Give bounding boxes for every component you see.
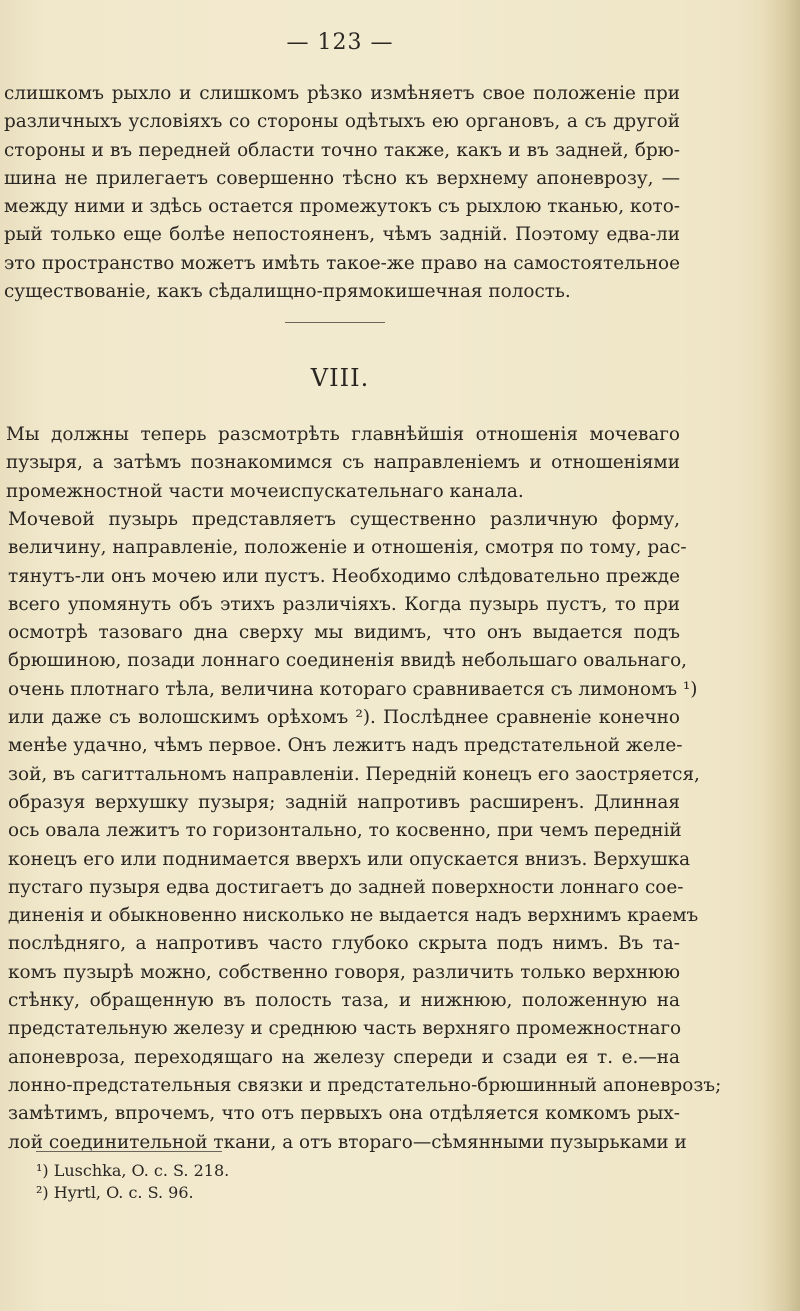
text-line: промежностной части мочеиспускательнаго канала. xyxy=(6,480,524,502)
text-line: зой, въ сагиттальномъ направленіи. Передній конецъ его заостряется, xyxy=(8,763,700,785)
text-line: различныхъ условіяхъ со стороны одѣтыхъ ею органовъ, а съ другой xyxy=(4,111,680,133)
text-line: Мочевой пузырь представляетъ существенно различную форму, xyxy=(8,509,680,530)
text-line: существованіе, какъ сѣдалищно-прямокишечная полость. xyxy=(4,281,571,303)
text-line: послѣдняго, а напротивъ часто глубоко скрыта подъ нимъ. Въ та- xyxy=(8,933,680,955)
text-line: пустаго пузыря едва достигаетъ до задней поверхности лоннаго сое- xyxy=(8,876,684,898)
text-line: тянутъ-ли онъ мочею или пустъ. Необходимо слѣдовательно прежде xyxy=(8,565,680,587)
text-line: замѣтимъ, впрочемъ, что отъ первыхъ она отдѣляется комкомъ рых- xyxy=(8,1103,680,1125)
text-line: рый только еще болѣе непостояненъ, чѣмъ задній. Поэтому едва-ли xyxy=(4,224,680,246)
text-line: апоневроза, переходящаго на железу спереди и сзади ея т. е.—на xyxy=(8,1046,680,1068)
footnote-divider xyxy=(36,1151,222,1152)
text-line: очень плотнаго тѣла, величина котораго сравнивается съ лимономъ ¹) xyxy=(8,678,698,700)
section-heading: VIII. xyxy=(310,364,370,392)
text-line: конецъ его или поднимается вверхъ или опускается внизъ. Верхушка xyxy=(8,848,691,870)
text-line: комъ пузырѣ можно, собственно говоря, различить только верхнюю xyxy=(8,961,680,983)
text-line: брюшиною, позади лоннаго соединенія ввидѣ небольшаго овальнаго, xyxy=(8,650,688,672)
text-line: стороны и въ передней области точно также, какъ и въ задней, брю- xyxy=(4,139,680,161)
text-line: шина не прилегаетъ совершенно тѣсно къ верхнему апоневрозу, — xyxy=(4,167,680,189)
section-divider xyxy=(285,322,385,323)
text-line: или даже съ волошскимъ орѣхомъ ²). Послѣднее сравненіе конечно xyxy=(8,707,680,729)
text-line: образуя верхушку пузыря; задній напротивъ расширенъ. Длинная xyxy=(8,791,680,813)
text-line: слишкомъ рыхло и слишкомъ рѣзко измѣняетъ свое положеніе при xyxy=(4,83,680,104)
text-line: ось овала лежитъ то горизонтально, то косвенно, при чемъ передній xyxy=(8,820,682,842)
text-line: Мы должны теперь разсмотрѣть главнѣйшія отношенія мочеваго xyxy=(6,424,680,445)
footnote-1: ¹) Luschka, O. c. S. 218. xyxy=(36,1161,230,1180)
text-line: предстательную железу и среднюю часть верхняго промежностнаго xyxy=(8,1018,682,1040)
text-line: стѣнку, обращенную въ полость таза, и нижнюю, положенную на xyxy=(8,990,680,1012)
page-edge-shadow xyxy=(762,0,800,1311)
text-line: диненія и обыкновенно нисколько не выдается надъ верхнимъ краемъ xyxy=(8,905,699,927)
paragraph-intro xyxy=(6,421,680,506)
text-line: лой соединительной ткани, а отъ втораго—сѣмянными пузырьками и xyxy=(8,1131,687,1153)
footnotes xyxy=(36,1160,229,1204)
text-line: между ними и здѣсь остается промежутокъ съ рыхлою тканью, кото- xyxy=(4,196,680,218)
text-line: величину, направленіе, положеніе и отношенія, смотря по тому, рас- xyxy=(8,537,687,559)
text-line: всего упомянуть объ этихъ различіяхъ. Когда пузырь пустъ, то при xyxy=(8,593,680,615)
text-line: это пространство можетъ имѣть такое-же право на самостоятельное xyxy=(4,252,680,274)
text-line: лонно-предстательныя связки и предстательно-брюшинный апоневрозъ; xyxy=(8,1074,722,1096)
page-number: — 123 — xyxy=(286,30,394,55)
paragraph-bladder xyxy=(8,506,722,1157)
text-line: осмотрѣ тазоваго дна сверху мы видимъ, что онъ выдается подъ xyxy=(8,622,680,644)
text-line: пузыря, а затѣмъ познакомимся съ направленіемъ и отношеніями xyxy=(6,452,680,474)
paragraph-continuation xyxy=(4,80,680,306)
footnote-2: ²) Hyrtl, O. c. S. 96. xyxy=(36,1183,194,1202)
text-line: менѣе удачно, чѣмъ первое. Онъ лежитъ надъ предстательной желе- xyxy=(8,735,683,757)
